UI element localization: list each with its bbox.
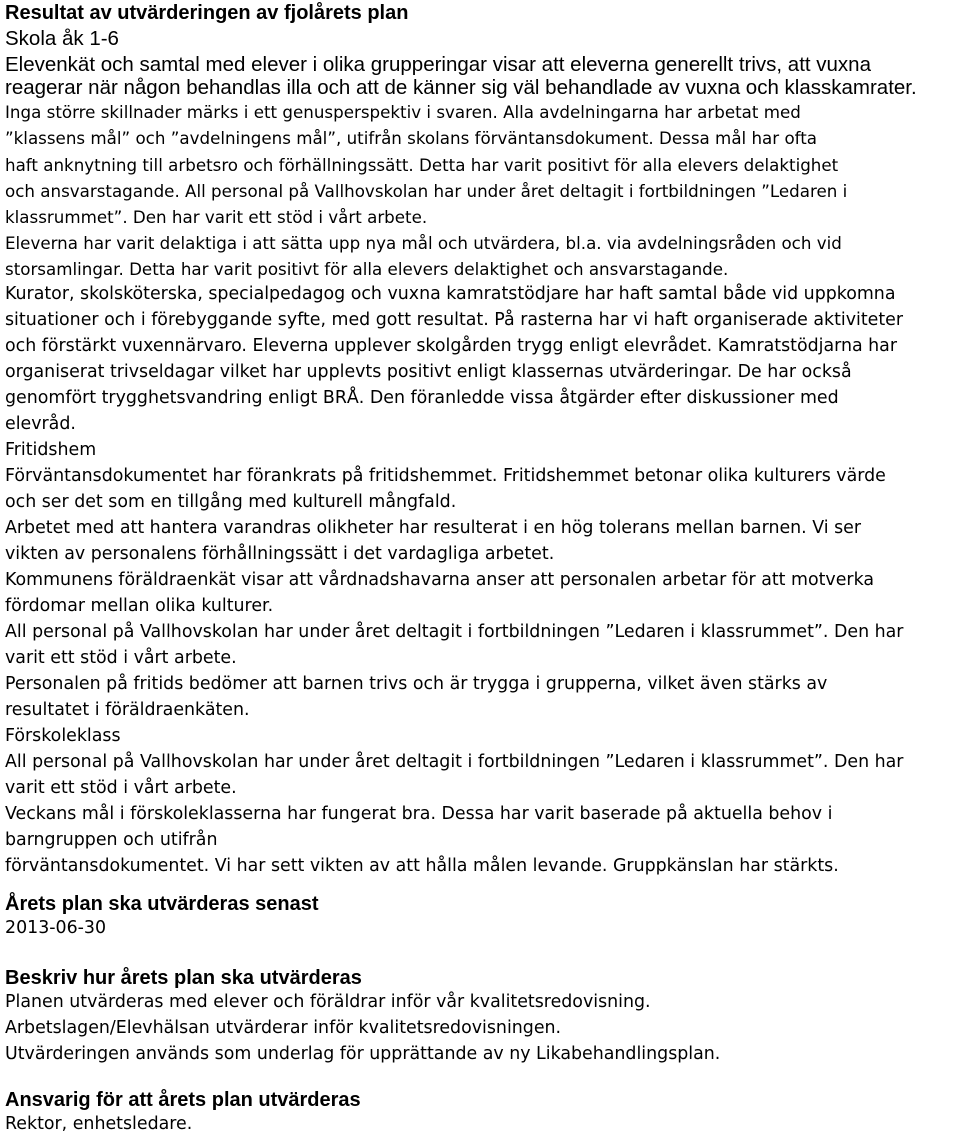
text-line: klassrummet”. Den har varit ett stöd i vårt arbete. <box>5 207 428 227</box>
text-line: Kurator, skolsköterska, specialpedagog och vuxna kamratstödjare har haft samtal både vid uppkomna <box>5 284 896 304</box>
text-line: Eleverna har varit delaktiga i att sätta upp nya mål och utvärdera, bl.a. via avdelningsråden och vid <box>5 233 842 253</box>
text-line: haft anknytning till arbetsro och förhällningssätt. Detta har varit positivt för alla elevers delaktighet <box>5 155 839 175</box>
text-line: elevråd. <box>5 414 76 434</box>
text-line: Arbetet med att hantera varandras olikheter har resulterat i en hög tolerans mellan barnen. Vi ser <box>5 518 862 538</box>
text-line: Inga större skillnader märks i ett genusperspektiv i svaren. Alla avdelningarna har arbetat med <box>5 102 801 122</box>
text-line: barngruppen och utifrån <box>5 830 218 850</box>
text-line: storsamlingar. Detta har varit positivt för alla elevers delaktighet och ansvarstagande. <box>5 259 729 279</box>
text-line: All personal på Vallhovskolan har under året deltagit i fortbildningen ”Ledaren i klassrummet”. Den har <box>5 622 904 642</box>
subheading-fritidshem: Fritidshem <box>5 440 97 460</box>
text-line: organiserat trivseldagar vilket har upplevts positivt enligt klassernas utvärderingar. De har också <box>5 362 852 382</box>
section-heading-responsible: Ansvarig för att årets plan utvärderas <box>5 1089 361 1111</box>
text-line: och ser det som en tillgång med kulturell mångfald. <box>5 492 457 512</box>
responsible-person: Rektor, enhetsledare. <box>5 1114 193 1134</box>
text-line: fördomar mellan olika kulturer. <box>5 596 274 616</box>
text-line: varit ett stöd i vårt arbete. <box>5 778 237 798</box>
subheading-school: Skola åk 1-6 <box>5 27 119 50</box>
text-line: varit ett stöd i vårt arbete. <box>5 648 237 668</box>
text-line: genomfört trygghetsvandring enligt BRÅ. Den föranledde vissa åtgärder efter diskussioner med <box>5 388 839 408</box>
text-line: situationer och i förebyggande syfte, med gott resultat. På rasterna har vi haft organiserade aktiviteter <box>5 310 904 330</box>
subheading-forskoleklass: Förskoleklass <box>5 726 121 746</box>
text-line: ”klassens mål” och ”avdelningens mål”, utifrån skolans förväntansdokument. Dessa mål har ofta <box>5 128 818 148</box>
text-line: Utvärderingen används som underlag för upprättande av ny Likabehandlingsplan. <box>5 1044 721 1064</box>
section-heading-evaluation-deadline: Årets plan ska utvärderas senast <box>5 893 319 915</box>
text-line: förväntansdokumentet. Vi har sett vikten av att hålla målen levande. Gruppkänslan har stärkts. <box>5 856 839 876</box>
text-line: Elevenkät och samtal med elever i olika grupperingar visar att eleverna generellt trivs, att vuxna <box>5 53 871 76</box>
text-line: All personal på Vallhovskolan har under året deltagit i fortbildningen ”Ledaren i klassrummet”. Den har <box>5 752 904 772</box>
evaluation-date: 2013-06-30 <box>5 918 107 938</box>
text-line: Kommunens föräldraenkät visar att vårdnadshavarna anser att personalen arbetar för att motverka <box>5 570 874 590</box>
text-line: Planen utvärderas med elever och föräldrar inför vår kvalitetsredovisning. <box>5 992 651 1012</box>
text-line: Personalen på fritids bedömer att barnen trivs och är trygga i grupperna, vilket även stärks av <box>5 674 828 694</box>
text-line: och ansvarstagande. All personal på Vallhovskolan har under året deltagit i fortbildningen ”Ledaren i <box>5 181 848 201</box>
text-line: resultatet i föräldraenkäten. <box>5 700 250 720</box>
text-line: Veckans mål i förskoleklasserna har fungerat bra. Dessa har varit baserade på aktuella behov i <box>5 804 833 824</box>
section-heading-result: Resultat av utvärderingen av fjolårets plan <box>5 2 409 24</box>
text-line: Arbetslagen/Elevhälsan utvärderar inför kvalitetsredovisningen. <box>5 1018 562 1038</box>
text-line: och förstärkt vuxennärvaro. Eleverna upplever skolgården trygg enligt elevrådet. Kamratstödjarna har <box>5 336 897 356</box>
text-line: reagerar när någon behandlas illa och att de känner sig väl behandlade av vuxna och klasskamrater. <box>5 76 917 99</box>
text-line: vikten av personalens förhållningssätt i det vardagliga arbetet. <box>5 544 555 564</box>
text-line: Förväntansdokumentet har förankrats på fritidshemmet. Fritidshemmet betonar olika kulturers värde <box>5 466 886 486</box>
section-heading-evaluation-method: Beskriv hur årets plan ska utvärderas <box>5 967 362 989</box>
